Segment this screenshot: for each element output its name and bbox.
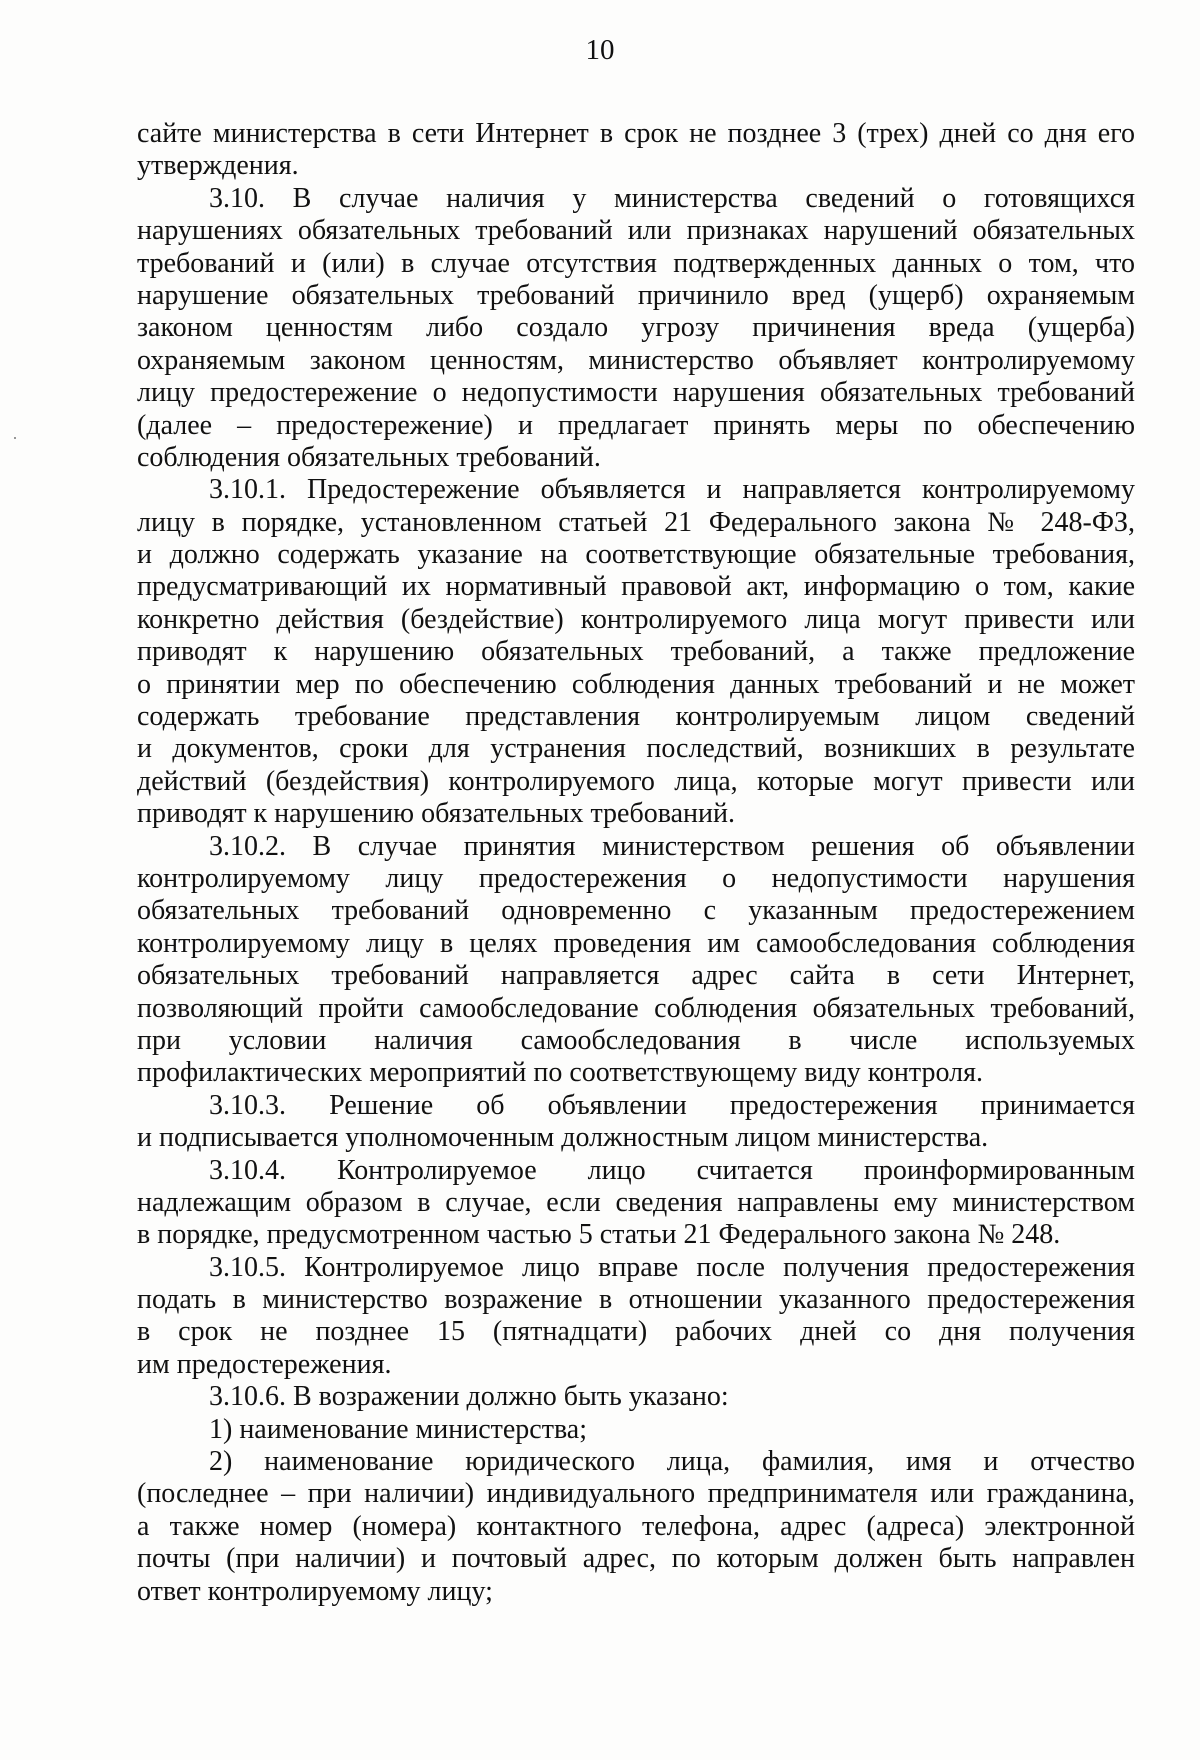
document-body [137,118,1135,1608]
text-line: подать в министерство возражение в отношении указанного предостережения [137,1284,1135,1316]
text-line: охраняемым законом ценностям, министерство объявляет контролируемому [137,344,1135,376]
text-line: лицу предостережение о недопустимости нарушения обязательных требований [137,377,1135,409]
text-line: и документов, сроки для устранения последствий, возникших в результате [137,733,1135,765]
text-line: действий (бездействия) контролируемого лица, которые могут привести или [137,765,1135,797]
text-line: 3.10.4. Контролируемое лицо считается проинформированным [209,1154,1135,1186]
text-line: 3.10.5. Контролируемое лицо вправе после получения предостережения [209,1251,1135,1283]
text-line: и подписывается уполномоченным должностным лицом министерства. [137,1122,989,1154]
text-line: им предостережения. [137,1348,392,1380]
page-number: 10 [585,34,615,66]
text-line: содержать требование представления контролируемым лицом сведений [137,701,1135,733]
text-line: 3.10. В случае наличия у министерства сведений о готовящихся [209,182,1135,214]
text-line: (далее – предостережение) и предлагает принять меры по обеспечению [137,409,1135,441]
text-line: (последнее – при наличии) индивидуального предпринимателя или гражданина, [137,1478,1135,1510]
text-line: сайте министерства в сети Интернет в срок не позднее 3 (трех) дней со дня его [137,118,1135,149]
text-line: и должно содержать указание на соответствующие обязательные требования, [137,539,1135,571]
text-line: о принятии мер по обеспечению соблюдения данных требований и не может [137,668,1135,700]
text-line: 2) наименование юридического лица, фамилия, имя и отчество [209,1446,1135,1478]
text-line: нарушениях обязательных требований или признаках нарушений обязательных [137,215,1135,247]
text-line: 3.10.3. Решение об объявлении предостережения принимается [209,1089,1135,1121]
text-line: нарушение обязательных требований причинило вред (ущерб) охраняемым [137,279,1135,311]
text-line: конкретно действия (бездействие) контролируемого лица могут привести или [137,603,1135,635]
text-line: приводят к нарушению обязательных требований. [137,798,735,830]
text-line: обязательных требований одновременно с указанным предостережением [137,895,1135,927]
text-line: профилактических мероприятий по соответствующему виду контроля. [137,1057,983,1089]
text-line: надлежащим образом в случае, если сведения направлены ему министерством [137,1186,1135,1218]
text-line: 3.10.2. В случае принятия министерством решения об объявлении [209,830,1135,862]
text-line: законом ценностям либо создало угрозу причинения вреда (ущерба) [137,312,1135,344]
text-line: приводят к нарушению обязательных требований, а также предложение [137,636,1135,668]
text-line: утверждения. [137,150,299,182]
text-line: позволяющий пройти самообследование соблюдения обязательных требований, [137,992,1135,1024]
text-line: соблюдения обязательных требований. [137,441,601,473]
text-line: при условии наличия самообследования в числе используемых [137,1024,1135,1056]
text-line: обязательных требований направляется адрес сайта в сети Интернет, [137,960,1135,992]
text-line: 3.10.6. В возражении должно быть указано: [209,1381,729,1413]
text-line: лицу в порядке, установленном статьей 21 Федерального закона № 248-ФЗ, [137,506,1135,538]
text-line: контролируемому лицу в целях проведения им самообследования соблюдения [137,927,1135,959]
text-line: контролируемому лицу предостережения о недопустимости нарушения [137,862,1135,894]
text-line: в срок не позднее 15 (пятнадцати) рабочих дней со дня получения [137,1316,1135,1348]
text-line: в порядке, предусмотренном частью 5 статьи 21 Федерального закона № 248. [137,1219,1061,1251]
text-line: а также номер (номера) контактного телефона, адрес (адреса) электронной [137,1510,1135,1542]
text-line: требований и (или) в случае отсутствия подтвержденных данных о том, что [137,247,1135,279]
text-line: 3.10.1. Предостережение объявляется и направляется контролируемому [209,474,1135,506]
text-line: ответ контролируемому лицу; [137,1575,493,1607]
scan-speck [14,437,16,439]
text-line: почты (при наличии) и почтовый адрес, по которым должен быть направлен [137,1543,1135,1575]
text-line: предусматривающий их нормативный правовой акт, информацию о том, какие [137,571,1135,603]
text-line: 1) наименование министерства; [209,1413,588,1445]
